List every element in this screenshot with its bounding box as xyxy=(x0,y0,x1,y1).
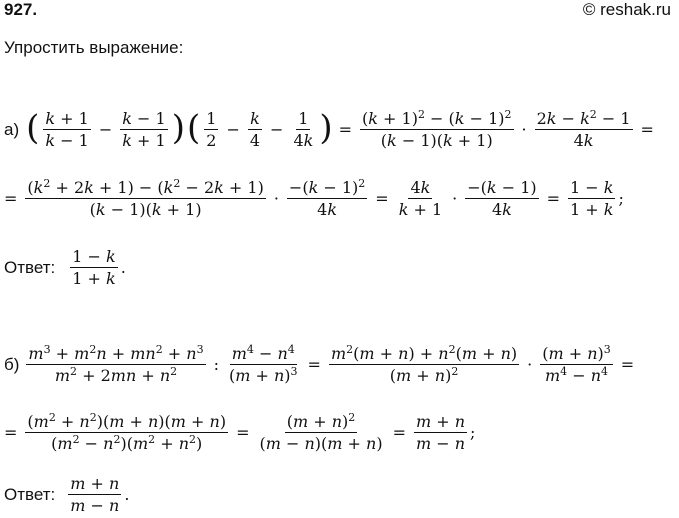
part-a-line-2: = $\frac{(k^2 + 2k + 1) - (k^2 - 2k + 1)}{(k - 1)(k + 1)}$ · $\frac{-(k - 1)^2}{4k}$ = $\frac{4k}{k + 1}$ · $\frac{-(k - 1)}{4k}$ = $\frac{1 - k}{1 + k}$ ; xyxy=(4,177,624,219)
part-a-label: а) xyxy=(4,119,20,139)
part-b-label: б) xyxy=(4,354,20,374)
task-statement: Упростить выражение: xyxy=(4,38,184,57)
part-b-line-2: = $\frac{(m^2 + n^2)(m + n)(m + n)}{(m^2 - n^2)(m^2 + n^2)}$ = $\frac{(m + n)^2}{(m - n)(m + n)}$ = $\frac{m + n}{m - n}$ ; xyxy=(4,411,476,453)
part-a-answer: Ответ: $\frac{1 - k}{1 + k}$ . xyxy=(4,247,126,288)
site-watermark: © reshak.ru xyxy=(582,0,671,19)
part-a-line-1: а) ( $\frac{k + 1}{k - 1}$ − $\frac{k - 1}{k + 1}$ ) ( $\frac{1}{2}$ − $\frac{k}{4}$ − $\frac{1}{4k}$ ) = $\frac{(k + 1)^2 - (k - 1)^2}{(k - 1)(k + 1)}$ · $\frac{2k - k^2 - 1}{4k}$ = xyxy=(4,107,654,150)
part-a-answer-label: Ответ: xyxy=(4,257,56,277)
problem-number: 927. xyxy=(4,0,38,19)
part-b-line-1: б) $\frac{m^3 + m^2n + mn^2 + n^3}{m^2 + 2mn + n^2}$ : $\frac{m^4 - n^4}{(m + n)^3}$ = $\frac{m^2(m + n) + n^2(m + n)}{(m + n)^2}$ · $\frac{(m + n)^3}{m^4 - n^4}$ = xyxy=(4,343,635,385)
part-b-answer: Ответ: $\frac{m + n}{m - n}$ . xyxy=(4,474,130,515)
part-b-answer-label: Ответ: xyxy=(4,484,56,504)
